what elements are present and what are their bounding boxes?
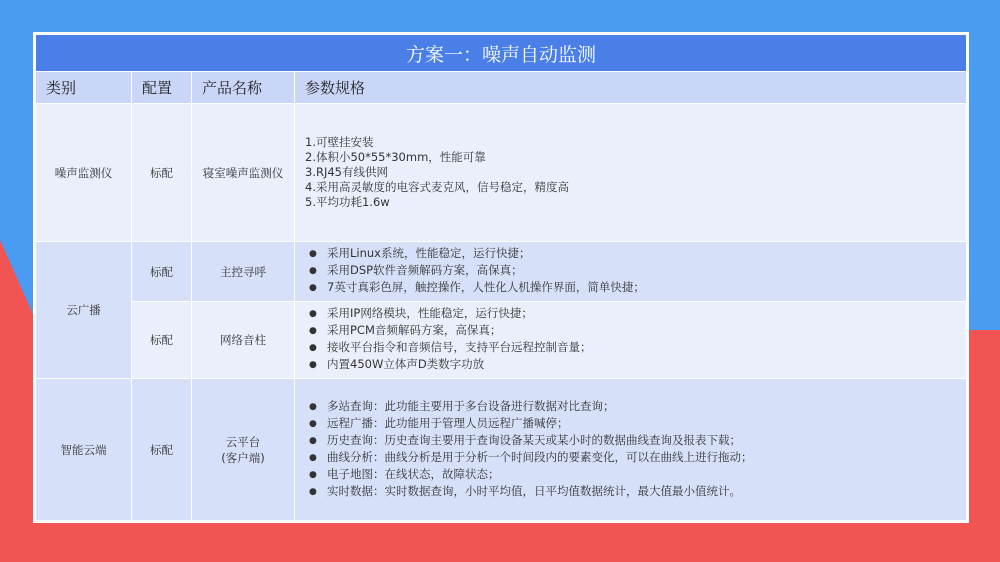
config-cell: 标配 xyxy=(132,302,192,379)
spec-item: ● 采用PCM音频解码方案，高保真； xyxy=(309,323,956,340)
product-name-line: 云平台 xyxy=(225,434,261,449)
table-row xyxy=(36,242,967,302)
product-cell xyxy=(192,379,295,521)
config-cell: 标配 xyxy=(132,242,192,302)
spec-item: ● 电子地图：在线状态，故障状态； xyxy=(309,467,956,484)
header-specs: 参数规格 xyxy=(295,72,967,104)
table-row xyxy=(36,104,967,242)
header-config: 配置 xyxy=(132,72,192,104)
spec-item: ● 采用IP网络模块，性能稳定，运行快捷； xyxy=(309,306,956,323)
category-cell: 噪声监测仪 xyxy=(36,104,132,242)
specs-cell xyxy=(295,302,967,379)
header-product: 产品名称 xyxy=(192,72,295,104)
spec-item: ● 远程广播：此功能用于管理人员远程广播喊停； xyxy=(309,416,956,433)
product-cell: 网络音柱 xyxy=(192,302,295,379)
spec-item: ● 7英寸真彩色屏，触控操作，人性化人机操作界面，简单快捷； xyxy=(309,280,956,297)
product-name-line: (客户端) xyxy=(221,450,265,465)
category-cell: 智能云端 xyxy=(36,379,132,521)
spec-item: ● 内置450W立体声D类数字功放 xyxy=(309,357,956,374)
category-cell: 云广播 xyxy=(36,242,132,379)
specs-cell xyxy=(295,242,967,302)
spec-item: ● 实时数据：实时数据查询，小时平均值，日平均值数据统计，最大值最小值统计。 xyxy=(309,484,956,501)
spec-item: 4.采用高灵敏度的电容式麦克风，信号稳定，精度高 xyxy=(305,180,569,194)
config-cell: 标配 xyxy=(132,104,192,242)
config-cell: 标配 xyxy=(132,379,192,521)
spec-item: 2.体积小50*55*30mm，性能可靠 xyxy=(305,150,486,164)
spec-table-container xyxy=(33,32,969,523)
spec-table xyxy=(35,34,967,521)
spec-item: 1.可壁挂安装 xyxy=(305,135,374,149)
spec-item: ● 曲线分析：曲线分析是用于分析一个时间段内的要素变化，可以在曲线上进行拖动； xyxy=(309,450,956,467)
specs-cell xyxy=(295,379,967,521)
product-cell: 主控寻呼 xyxy=(192,242,295,302)
table-row xyxy=(36,379,967,521)
spec-item: ● 历史查询：历史查询主要用于查询设备某天或某小时的数据曲线查询及报表下载； xyxy=(309,433,956,450)
spec-item: ● 采用Linux系统，性能稳定，运行快捷； xyxy=(309,246,956,263)
specs-cell xyxy=(295,104,967,242)
table-row xyxy=(36,302,967,379)
header-category: 类别 xyxy=(36,72,132,104)
spec-item: ● 采用DSP软件音频解码方案，高保真； xyxy=(309,263,956,280)
spec-item: ● 多站查询：此功能主要用于多台设备进行数据对比查询； xyxy=(309,399,956,416)
spec-item: ● 接收平台指令和音频信号，支持平台远程控制音量； xyxy=(309,340,956,357)
spec-item: 5.平均功耗1.6w xyxy=(305,195,390,209)
product-cell: 寝室噪声监测仪 xyxy=(192,104,295,242)
table-title: 方案一：噪声自动监测 xyxy=(36,35,967,72)
spec-item: 3.RJ45有线供网 xyxy=(305,165,388,179)
